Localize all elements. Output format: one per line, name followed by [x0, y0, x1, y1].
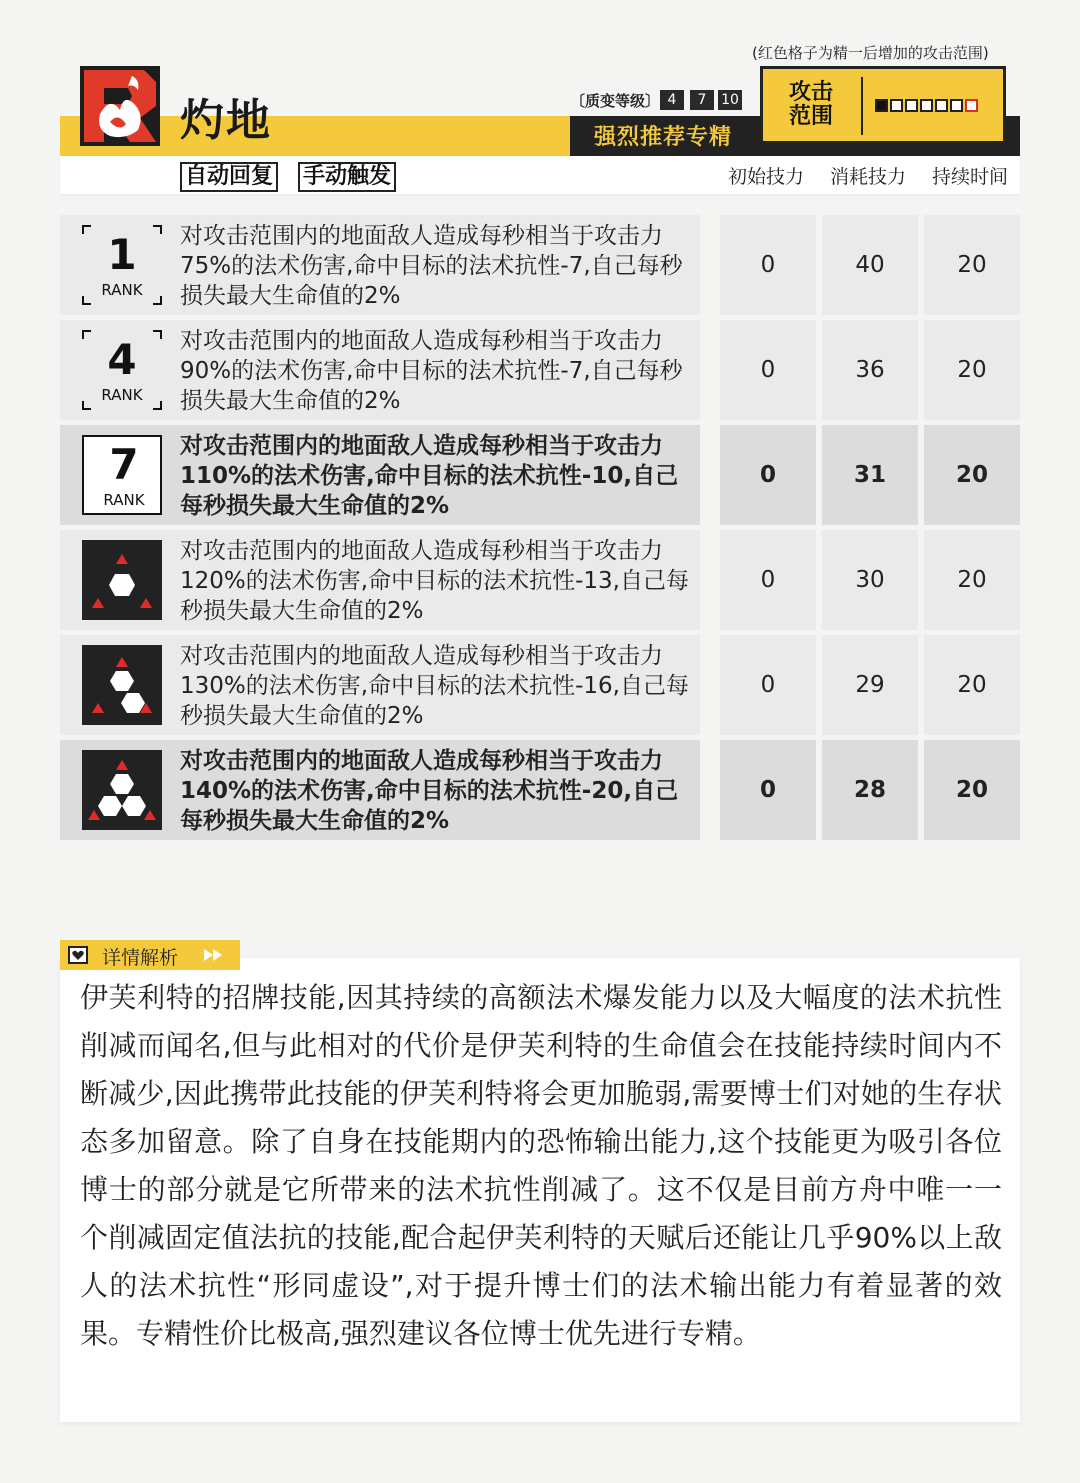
initial-sp-value: 0 [720, 320, 816, 420]
grade-box-10: 10 [718, 90, 742, 110]
bracket-open-icon: 〔 [570, 92, 586, 110]
sp-cost-value: 31 [822, 425, 918, 525]
range-cell [875, 99, 888, 112]
attack-range-label: 攻击范围 [788, 80, 833, 129]
column-initial-sp: 初始技力 [728, 166, 805, 188]
rank-label: RANK [101, 386, 143, 404]
column-sp-cost: 消耗技力 [830, 166, 907, 188]
skill-description: 对攻击范围内的地面敌人造成每秒相当于攻击力120%的法术伤害,命中目标的法术抗性-13,自己每秒损失最大生命值的2% [180, 538, 689, 624]
duration-value: 20 [924, 635, 1020, 735]
mastery-1-icon [82, 540, 162, 620]
tag-manual-trigger: 手动触发 [298, 162, 396, 192]
rank-label: RANK [101, 281, 143, 299]
table-row [60, 215, 1020, 315]
rank-badge [82, 225, 162, 305]
duration-value: 20 [924, 740, 1020, 840]
grade-box-4: 4 [660, 90, 684, 110]
range-cell [890, 99, 903, 112]
rank-badge [82, 330, 162, 410]
analysis-tag [60, 940, 240, 970]
sp-cost-value: 30 [822, 530, 918, 630]
skill-description: 对攻击范围内的地面敌人造成每秒相当于攻击力110%的法术伤害,命中目标的法术抗性-10,自己每秒损失最大生命值的2% [180, 433, 679, 519]
sp-cost-value: 29 [822, 635, 918, 735]
heart-icon [68, 946, 88, 964]
initial-sp-value: 0 [720, 530, 816, 630]
grade-box-7: 7 [690, 90, 714, 110]
range-cell [920, 99, 933, 112]
recommend-label: 强烈推荐专精 [594, 125, 733, 150]
range-divider [861, 77, 863, 135]
table-row [60, 740, 1020, 840]
analysis-body: 伊芙利特的招牌技能,因其持续的高额法术爆发能力以及大幅度的法术抗性削减而闻名,但与此相对的代价是伊芙利特的生命值会在技能持续时间内不断减少,因此携带此技能的伊芙利特将会更加脆弱,需要博士们对她的生存状态多加留意。除了自身在技能期内的恐怖输出能力,这个技能更为吸引各位博士的部分就是它所带来的法术抗性削减了。这不仅是目前方舟中唯一一个削减固定值法抗的技能,配合起伊芙利特的天赋后还能让几乎90%以上敌人的法术抗性“形同虚设”,对于提升博士们的法术输出能力有着显著的效果。专精性价比极高,强烈建议各位博士优先进行专精。 [80, 981, 1002, 1350]
initial-sp-value: 0 [720, 215, 816, 315]
sp-cost-value: 28 [822, 740, 918, 840]
grade-label: 〔质变等级〕 [570, 92, 661, 110]
duration-value: 20 [924, 320, 1020, 420]
initial-sp-value: 0 [720, 740, 816, 840]
rank-badge [82, 435, 162, 515]
mastery-3-icon [82, 750, 162, 830]
range-cell [950, 99, 963, 112]
bracket-close-icon: 〕 [645, 92, 661, 110]
analysis-title: 详情解析 [102, 947, 179, 969]
table-row [60, 635, 1020, 735]
rank-number: 4 [107, 335, 137, 384]
skill-description: 对攻击范围内的地面敌人造成每秒相当于攻击力140%的法术伤害,命中目标的法术抗性-20,自己每秒损失最大生命值的2% [180, 748, 679, 834]
initial-sp-value: 0 [720, 635, 816, 735]
table-row [60, 320, 1020, 420]
arrow-right-icon [202, 948, 226, 962]
mastery-2-icon [82, 645, 162, 725]
attack-range-grid [875, 99, 978, 112]
sp-cost-value: 40 [822, 215, 918, 315]
skill-description: 对攻击范围内的地面敌人造成每秒相当于攻击力130%的法术伤害,命中目标的法术抗性-16,自己每秒损失最大生命值的2% [180, 643, 689, 729]
skill-name: 灼地 [180, 95, 272, 146]
rank-number: 7 [109, 440, 139, 489]
duration-value: 20 [924, 425, 1020, 525]
table-row [60, 530, 1020, 630]
skill-description: 对攻击范围内的地面敌人造成每秒相当于攻击力90%的法术伤害,命中目标的法术抗性-7,自己每秒损失最大生命值的2% [180, 328, 683, 414]
rank-label: RANK [103, 491, 145, 509]
tag-auto-recovery: 自动回复 [180, 162, 278, 192]
attack-range-box [760, 66, 1006, 144]
range-cell [965, 99, 978, 112]
range-cell [935, 99, 948, 112]
rank-number: 1 [107, 230, 137, 279]
range-cell [905, 99, 918, 112]
duration-value: 20 [924, 215, 1020, 315]
skill-description: 对攻击范围内的地面敌人造成每秒相当于攻击力75%的法术伤害,命中目标的法术抗性-7,自己每秒损失最大生命值的2% [180, 223, 683, 309]
fire-skill-icon [80, 66, 160, 146]
sp-cost-value: 36 [822, 320, 918, 420]
duration-value: 20 [924, 530, 1020, 630]
initial-sp-value: 0 [720, 425, 816, 525]
table-row [60, 425, 1020, 525]
column-duration: 持续时间 [932, 166, 1009, 188]
range-note: (红色格子为精一后增加的攻击范围) [752, 44, 989, 62]
